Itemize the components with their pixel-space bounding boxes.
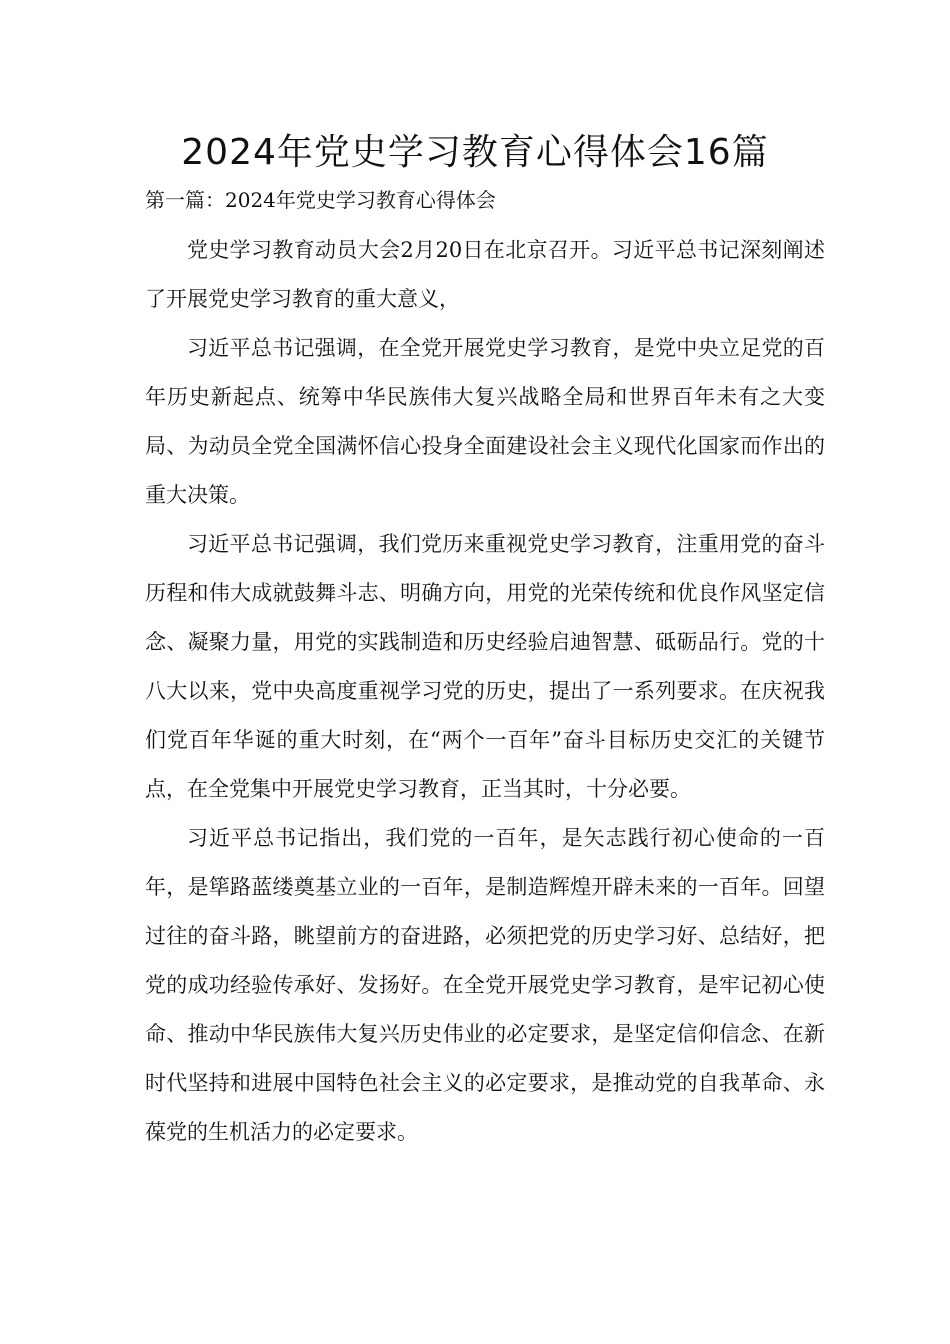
paragraph-4: 习近平总书记指出，我们党的一百年，是矢志践行初心使命的一百年，是筚路蓝缕奠基立业的一百年，是制造辉煌开辟未来的一百年。回望过往的奋斗路，眺望前方的奋进路，必须把党的历史学习好、总结好，把党的成功经验传承好、发扬好。在全党开展党史学习教育，是牢记初心使命、推动中华民族伟大复兴历史伟业的必定要求，是坚定信仰信念、在新时代坚持和进展中国特色社会主义的必定要求，是推动党的自我革命、永葆党的生机活力的必定要求。: [145, 826, 825, 1144]
section-heading: 第一篇：2024年党史学习教育心得体会: [145, 188, 496, 212]
paragraph-2: 习近平总书记强调，在全党开展党史学习教育，是党中央立足党的百年历史新起点、统筹中华民族伟大复兴战略全局和世界百年未有之大变局、为动员全党全国满怀信心投身全面建设社会主义现代化国家而作出的重大决策。: [145, 336, 825, 507]
document-title: 2024年党史学习教育心得体会16篇: [181, 132, 769, 173]
paragraph-1: 党史学习教育动员大会2月20日在北京召开。习近平总书记深刻阐述了开展党史学习教育的重大意义，: [145, 238, 825, 311]
document-body: [145, 226, 825, 1157]
paragraph-3: 习近平总书记强调，我们党历来重视党史学习教育，注重用党的奋斗历程和伟大成就鼓舞斗志、明确方向，用党的光荣传统和优良作风坚定信念、凝聚力量，用党的实践制造和历史经验启迪智慧、砥砺品行。党的十八大以来，党中央高度重视学习党的历史，提出了一系列要求。在庆祝我们党百年华诞的重大时刻，在“两个一百年”奋斗目标历史交汇的关键节点，在全党集中开展党史学习教育，正当其时，十分必要。: [145, 532, 825, 801]
